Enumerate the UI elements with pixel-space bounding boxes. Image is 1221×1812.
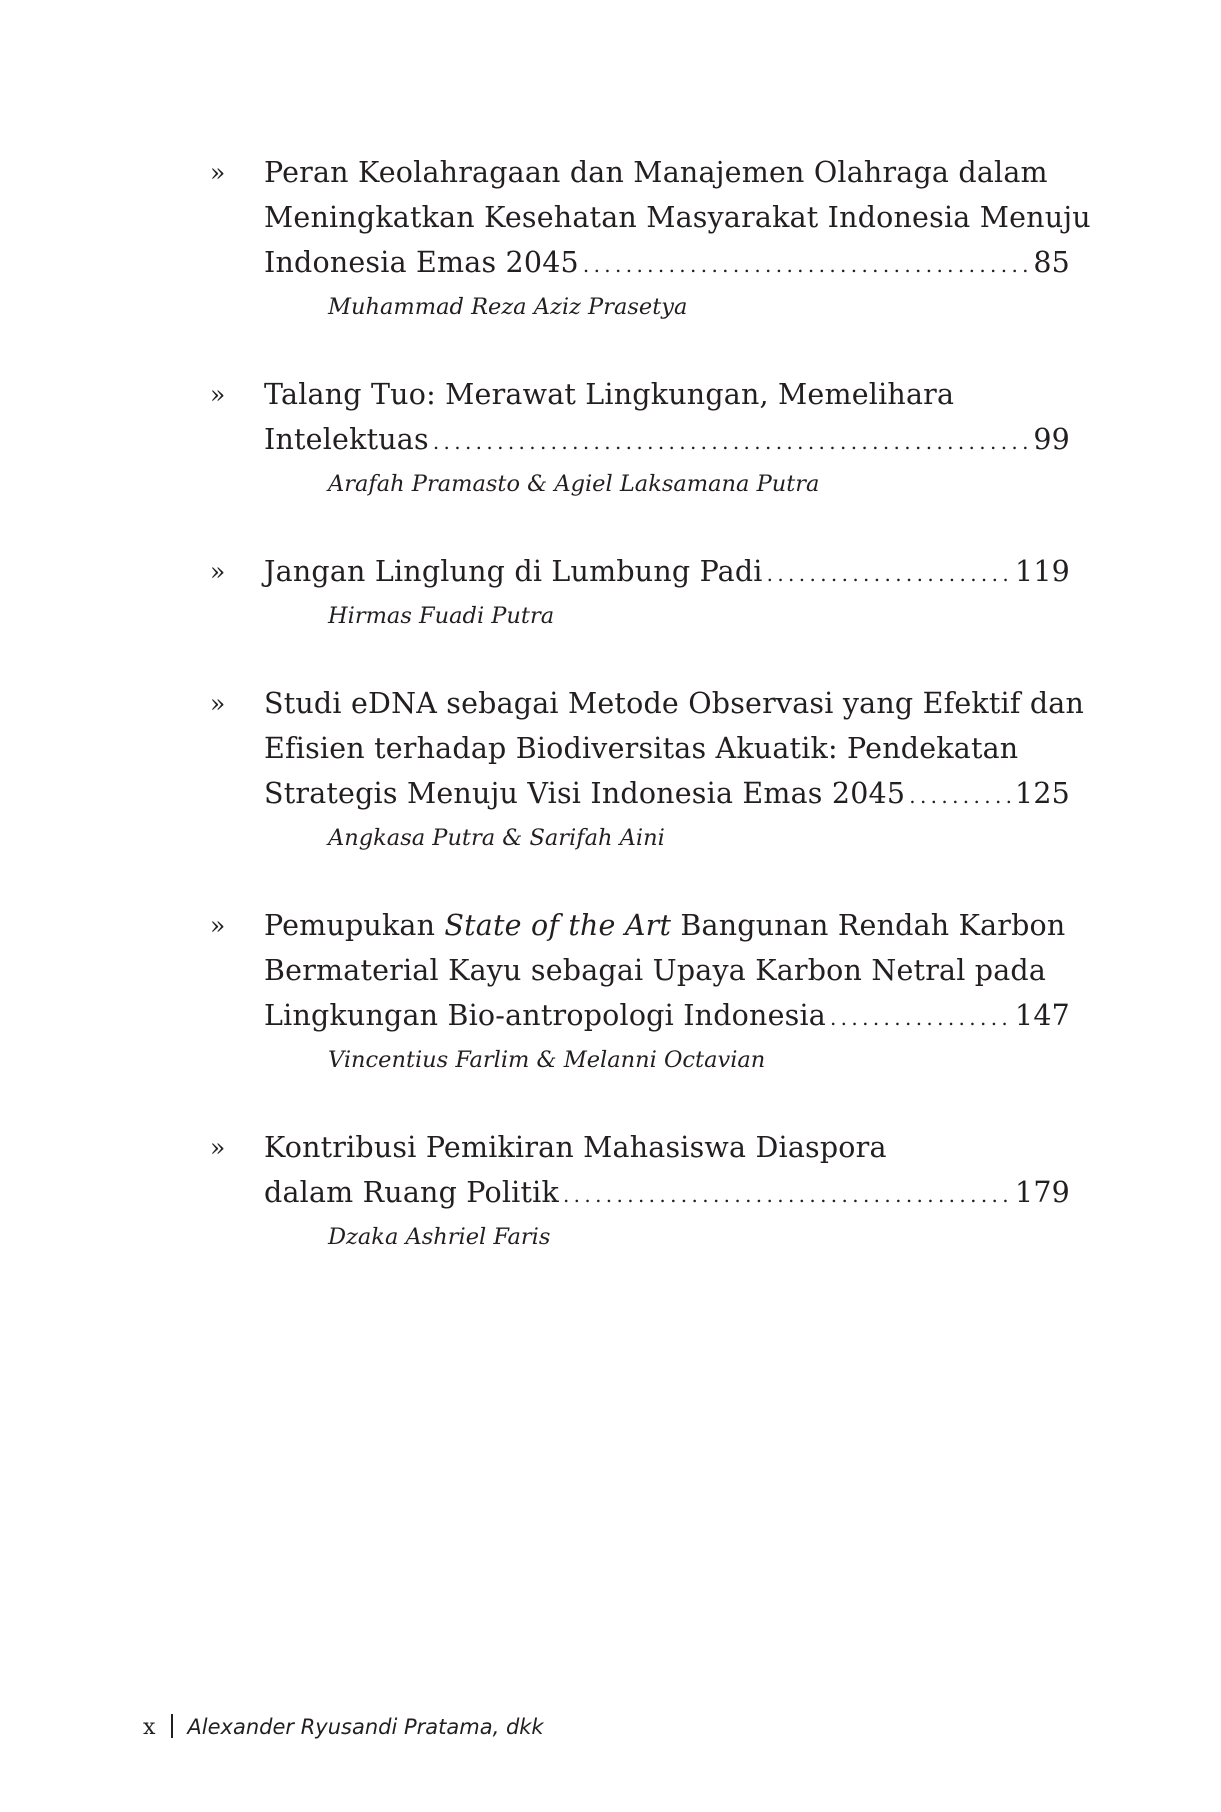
toc-entry [210, 1125, 1070, 1254]
toc-title-text: Pemupukan [264, 909, 445, 942]
table-of-contents [210, 150, 1091, 1302]
toc-page-number: 125 [1015, 777, 1070, 810]
toc-title-text: Peran Keolahragaan dan Manajemen Olahraga dalam [264, 156, 1048, 189]
toc-title-text: Bermaterial Kayu sebagai Upaya Karbon Netral pada [264, 954, 1047, 987]
toc-title-line [264, 993, 1070, 1041]
dot-leader [583, 243, 1029, 288]
toc-title-line [264, 948, 1070, 993]
page-number: x [143, 1715, 156, 1740]
toc-entry [210, 150, 1091, 324]
toc-page-number: 147 [1015, 999, 1070, 1032]
toc-author: Hirmas Fuadi Putra [328, 603, 555, 629]
dot-leader [830, 996, 1011, 1041]
bullet-marker: » [210, 1133, 226, 1162]
toc-title-line [264, 549, 1070, 597]
toc-page-number: 179 [1015, 1176, 1070, 1209]
bullet-marker: » [210, 158, 226, 187]
toc-title-text: Intelektuas [264, 423, 429, 456]
dot-leader [563, 1173, 1011, 1218]
bullet-marker: » [210, 380, 226, 409]
toc-title-line [264, 372, 1070, 417]
dot-leader [909, 774, 1011, 819]
toc-entry [210, 549, 1070, 633]
toc-title-line [264, 1125, 1070, 1170]
toc-title-text: Talang Tuo: Merawat Lingkungan, Memelihara [264, 378, 955, 411]
toc-entry [210, 681, 1085, 855]
page-footer [143, 1712, 544, 1743]
toc-title-text: Strategis Menuju Visi Indonesia Emas 2045 [264, 777, 906, 810]
toc-title-line [264, 150, 1070, 195]
toc-author: Dzaka Ashriel Faris [328, 1224, 551, 1250]
footer-divider [171, 1714, 173, 1738]
bullet-marker: » [210, 557, 226, 586]
bullet-marker: » [210, 911, 226, 940]
toc-page-number: 85 [1033, 246, 1070, 279]
toc-title-line [264, 681, 1085, 726]
toc-title-line [264, 726, 1070, 771]
toc-title-line [264, 417, 1070, 465]
toc-title-text: Indonesia Emas 2045 [264, 246, 579, 279]
toc-entry [210, 372, 1070, 501]
toc-title-text: Bangunan Rendah Karbon [671, 909, 1066, 942]
toc-title-text: Kontribusi Pemikiran Mahasiswa Diaspora [264, 1131, 887, 1164]
toc-title-text: Efisien terhadap Biodiversitas Akuatik: Pendekatan [264, 732, 1019, 765]
dot-leader [433, 420, 1030, 465]
toc-page-number: 119 [1015, 555, 1070, 588]
bullet-marker: » [210, 689, 226, 718]
toc-author: Arafah Pramasto & Agiel Laksamana Putra [328, 471, 820, 497]
toc-title-italic-text: State of the Art [444, 909, 672, 942]
toc-title-text: Studi eDNA sebagai Metode Observasi yang Efektif dan [264, 687, 1085, 720]
toc-author: Angkasa Putra & Sarifah Aini [328, 825, 665, 851]
toc-title-line [264, 240, 1070, 288]
dot-leader [767, 552, 1011, 597]
toc-title-text: Meningkatkan Kesehatan Masyarakat Indonesia Menuju [264, 201, 1091, 234]
toc-title-line [264, 1170, 1070, 1218]
toc-title-line [264, 771, 1070, 819]
toc-entry [210, 903, 1070, 1077]
toc-title-line [264, 903, 1070, 948]
toc-title-line [264, 195, 1091, 240]
toc-author: Muhammad Reza Aziz Prasetya [328, 294, 688, 320]
toc-title-text: Lingkungan Bio-antropologi Indonesia [264, 999, 826, 1032]
toc-title-text: Jangan Linglung di Lumbung Padi [264, 555, 763, 588]
running-head: Alexander Ryusandi Pratama, dkk [187, 1715, 544, 1739]
toc-page-number: 99 [1033, 423, 1070, 456]
toc-title-text: dalam Ruang Politik [264, 1176, 559, 1209]
toc-author: Vincentius Farlim & Melanni Octavian [328, 1047, 766, 1073]
